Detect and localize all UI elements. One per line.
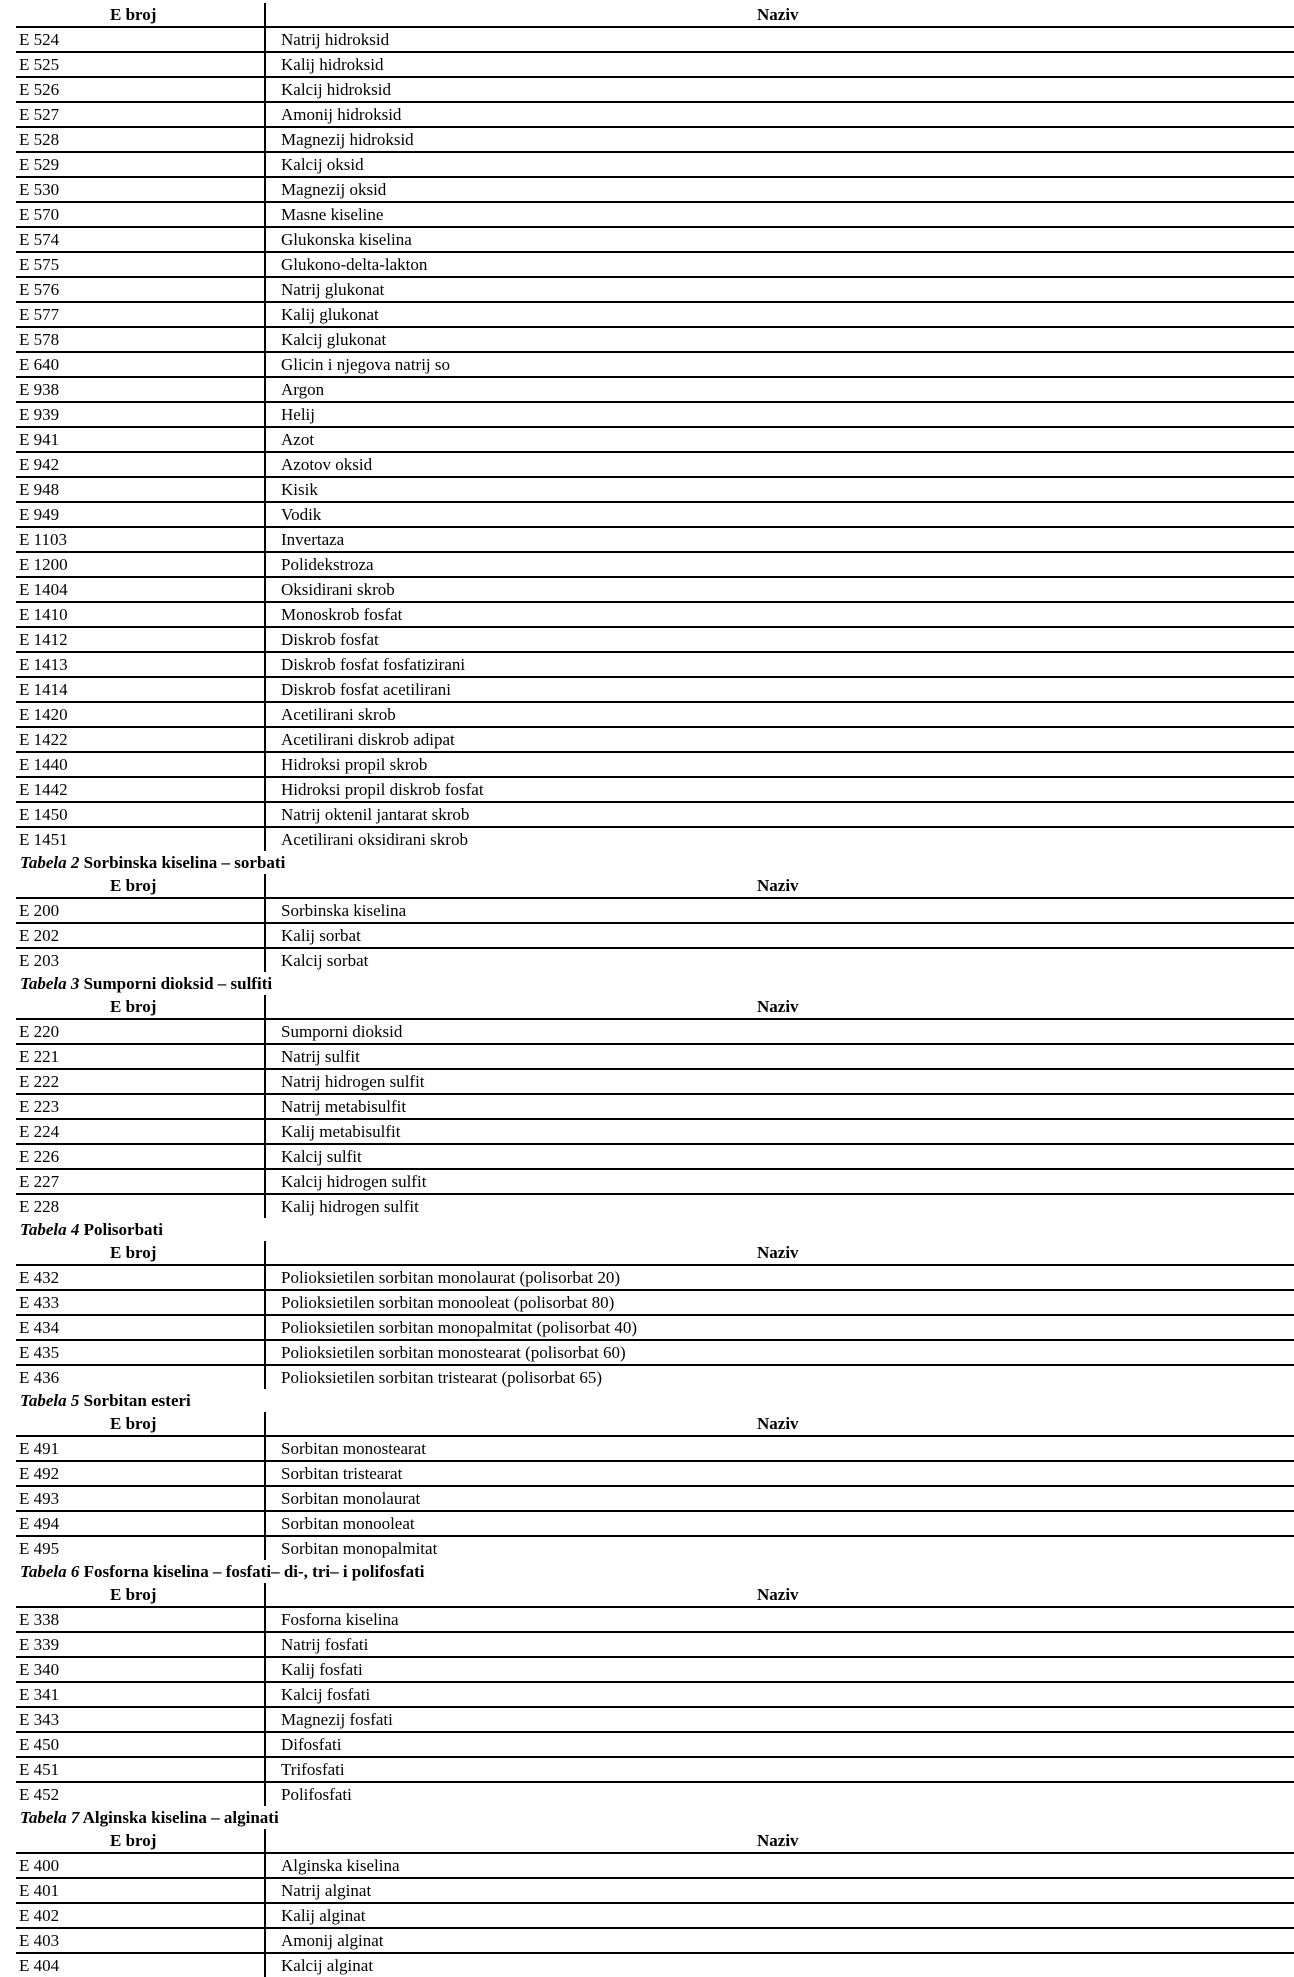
table-row — [16, 627, 1294, 652]
name-cell: Fosforna kiselina — [265, 1607, 1294, 1632]
e-number-cell: E 402 — [16, 1903, 265, 1928]
additives-table — [16, 1241, 1294, 1389]
e-number-cell: E 220 — [16, 1019, 265, 1044]
table-row — [16, 577, 1294, 602]
name-cell: Kisik — [265, 477, 1294, 502]
table-row — [16, 1461, 1294, 1486]
table-row — [16, 527, 1294, 552]
e-number-cell: E 530 — [16, 177, 265, 202]
name-cell: Glicin i njegova natrij so — [265, 352, 1294, 377]
name-cell: Masne kiseline — [265, 202, 1294, 227]
table-section — [16, 1560, 1294, 1806]
table-row — [16, 502, 1294, 527]
name-cell: Kalij alginat — [265, 1903, 1294, 1928]
table-row — [16, 352, 1294, 377]
column-header-naziv: Naziv — [265, 874, 1294, 898]
e-number-cell: E 578 — [16, 327, 265, 352]
table-header-row — [16, 995, 1294, 1019]
table-caption-title: Sorbitan esteri — [79, 1391, 191, 1410]
table-row — [16, 1511, 1294, 1536]
additives-table — [16, 995, 1294, 1218]
e-number-cell: E 1410 — [16, 602, 265, 627]
name-cell: Diskrob fosfat fosfatizirani — [265, 652, 1294, 677]
table-caption-title: Sumporni dioksid – sulfiti — [79, 974, 273, 993]
name-cell: Polioksietilen sorbitan monostearat (polisorbat 60) — [265, 1340, 1294, 1365]
table-row — [16, 1315, 1294, 1340]
table-row — [16, 427, 1294, 452]
table-row — [16, 1044, 1294, 1069]
e-number-cell: E 436 — [19, 1368, 60, 1387]
name-cell: Kalcij hidroksid — [265, 77, 1294, 102]
table-caption-label: Tabela 7 — [20, 1808, 80, 1827]
name-cell: Kalcij alginat — [265, 1953, 1294, 1977]
table-caption — [16, 1389, 1294, 1412]
name-cell: Invertaza — [265, 527, 1294, 552]
table-row — [16, 1657, 1294, 1682]
table-row — [16, 1265, 1294, 1290]
name-cell: Amonij alginat — [265, 1928, 1294, 1953]
name-cell: Acetilirani skrob — [265, 702, 1294, 727]
column-header-naziv: Naziv — [265, 3, 1294, 27]
table-row — [16, 1144, 1294, 1169]
name-cell: Kalcij glukonat — [265, 327, 1294, 352]
e-number-cell: E 1404 — [16, 577, 265, 602]
e-number-cell: E 524 — [16, 27, 265, 52]
name-cell: Kalcij oksid — [265, 152, 1294, 177]
name-cell: Magnezij oksid — [265, 177, 1294, 202]
name-cell: Natrij alginat — [265, 1878, 1294, 1903]
table-row — [16, 127, 1294, 152]
table-caption — [16, 851, 1294, 874]
table-row — [16, 1853, 1294, 1878]
e-number-cell: E 341 — [16, 1682, 265, 1707]
table-row — [16, 923, 1294, 948]
e-number-cell: E 340 — [16, 1657, 265, 1682]
e-number-cell: E 338 — [16, 1607, 265, 1632]
table-caption-title: Alginska kiselina – alginati — [79, 1808, 279, 1827]
column-header-e-broj: E broj — [16, 1583, 265, 1607]
e-number-cell: E 202 — [16, 923, 265, 948]
name-cell: Hidroksi propil diskrob fosfat — [265, 777, 1294, 802]
additives-table — [16, 3, 1294, 851]
name-cell: Natrij sulfit — [265, 1044, 1294, 1069]
name-cell: Kalcij hidrogen sulfit — [265, 1169, 1294, 1194]
name-cell: Sumporni dioksid — [265, 1019, 1294, 1044]
e-number-cell: E 1450 — [16, 802, 265, 827]
name-cell: Kalcij sulfit — [265, 1144, 1294, 1169]
name-cell: Polidekstroza — [265, 552, 1294, 577]
e-number-cell: E 1422 — [16, 727, 265, 752]
name-cell: Monoskrob fosfat — [265, 602, 1294, 627]
name-cell: Natrij hidroksid — [265, 27, 1294, 52]
name-cell: Kalcij fosfati — [265, 1682, 1294, 1707]
table-row — [16, 377, 1294, 402]
e-number-cell: E 938 — [16, 377, 265, 402]
e-number-cell: E 450 — [16, 1732, 265, 1757]
e-number-cell: E 1442 — [16, 777, 265, 802]
table-row — [16, 1340, 1294, 1365]
name-cell: Polioksietilen sorbitan monolaurat (polisorbat 20) — [265, 1265, 1294, 1290]
table-section — [16, 851, 1294, 972]
e-number-cell: E 403 — [16, 1928, 265, 1953]
e-number-cell: E 200 — [16, 898, 265, 923]
table-row — [16, 1094, 1294, 1119]
column-header-e-broj: E broj — [16, 1241, 265, 1265]
table-row — [16, 277, 1294, 302]
table-row — [16, 1365, 1294, 1389]
e-number-cell: E 1413 — [16, 652, 265, 677]
e-number-cell: E 400 — [16, 1853, 265, 1878]
table-row — [16, 948, 1294, 972]
e-number-cell: E 493 — [16, 1486, 265, 1511]
table-row — [16, 27, 1294, 52]
table-row — [16, 152, 1294, 177]
e-number-cell: E 451 — [16, 1757, 265, 1782]
e-number-cell: E 1440 — [16, 752, 265, 777]
table-row — [16, 102, 1294, 127]
table-caption — [16, 1560, 1294, 1583]
table-row — [16, 1928, 1294, 1953]
table-row — [16, 777, 1294, 802]
table-section — [16, 972, 1294, 1218]
name-cell: Kalij hidrogen sulfit — [265, 1194, 1294, 1218]
table-row — [16, 677, 1294, 702]
name-cell: Natrij metabisulfit — [265, 1094, 1294, 1119]
name-cell: Diskrob fosfat acetilirani — [265, 677, 1294, 702]
table-row — [16, 1290, 1294, 1315]
name-cell: Sorbinska kiselina — [265, 898, 1294, 923]
e-number-cell: E 452 — [19, 1785, 60, 1804]
e-number-cell: E 1412 — [16, 627, 265, 652]
e-number-cell: E 203 — [19, 951, 60, 970]
column-header-e-broj: E broj — [16, 1829, 265, 1853]
e-number-cell: E 529 — [16, 152, 265, 177]
name-cell: Natrij fosfati — [265, 1632, 1294, 1657]
table-row — [16, 552, 1294, 577]
table-section — [16, 1806, 1294, 1977]
e-number-cell: E 939 — [16, 402, 265, 427]
table-header-row — [16, 874, 1294, 898]
table-caption-title: Sorbinska kiselina – sorbati — [79, 853, 286, 872]
table-row — [16, 452, 1294, 477]
name-cell: Glukonska kiselina — [265, 227, 1294, 252]
e-number-cell: E 640 — [16, 352, 265, 377]
table-row — [16, 402, 1294, 427]
table-row — [16, 1903, 1294, 1928]
table-row — [16, 1878, 1294, 1903]
table-row — [16, 77, 1294, 102]
e-number-cell: E 432 — [16, 1265, 265, 1290]
table-header-row — [16, 1829, 1294, 1853]
name-cell: Polioksietilen sorbitan monopalmitat (polisorbat 40) — [265, 1315, 1294, 1340]
e-number-cell: E 942 — [16, 452, 265, 477]
name-cell: Polifosfati — [265, 1782, 1294, 1806]
table-row — [16, 898, 1294, 923]
e-number-cell: E 224 — [16, 1119, 265, 1144]
additives-table — [16, 1583, 1294, 1806]
e-number-cell: E 492 — [16, 1461, 265, 1486]
table-row — [16, 1607, 1294, 1632]
name-cell: Vodik — [265, 502, 1294, 527]
name-cell: Polioksietilen sorbitan tristearat (polisorbat 65) — [265, 1365, 1294, 1389]
name-cell: Kalij sorbat — [265, 923, 1294, 948]
name-cell: Glukono-delta-lakton — [265, 252, 1294, 277]
table-caption-title: Fosforna kiselina – fosfati– di-, tri– i polifosfati — [79, 1562, 425, 1581]
name-cell: Sorbitan monostearat — [265, 1436, 1294, 1461]
name-cell: Argon — [265, 377, 1294, 402]
e-number-cell: E 949 — [16, 502, 265, 527]
table-row — [16, 727, 1294, 752]
table-row — [16, 1119, 1294, 1144]
e-number-cell: E 491 — [16, 1436, 265, 1461]
column-header-e-broj: E broj — [16, 3, 265, 27]
table-row — [16, 52, 1294, 77]
table-row — [16, 1169, 1294, 1194]
e-number-cell: E 527 — [16, 102, 265, 127]
table-row — [16, 1632, 1294, 1657]
table-caption-label: Tabela 6 — [20, 1562, 80, 1581]
table-header-row — [16, 3, 1294, 27]
column-header-naziv: Naziv — [265, 1241, 1294, 1265]
name-cell: Kalcij sorbat — [265, 948, 1294, 972]
table-row — [16, 302, 1294, 327]
column-header-naziv: Naziv — [265, 1412, 1294, 1436]
column-header-naziv: Naziv — [265, 1829, 1294, 1853]
table-row — [16, 1953, 1294, 1977]
column-header-naziv: Naziv — [265, 1583, 1294, 1607]
e-number-cell: E 434 — [16, 1315, 265, 1340]
table-caption-label: Tabela 5 — [20, 1391, 80, 1410]
name-cell: Kalij metabisulfit — [265, 1119, 1294, 1144]
table-row — [16, 602, 1294, 627]
name-cell: Kalij hidroksid — [265, 52, 1294, 77]
e-number-cell: E 941 — [16, 427, 265, 452]
table-row — [16, 1757, 1294, 1782]
name-cell: Trifosfati — [265, 1757, 1294, 1782]
name-cell: Sorbitan monooleat — [265, 1511, 1294, 1536]
name-cell: Sorbitan monopalmitat — [265, 1536, 1294, 1560]
table-row — [16, 802, 1294, 827]
e-number-cell: E 221 — [16, 1044, 265, 1069]
table-caption-label: Tabela 4 — [20, 1220, 80, 1239]
table-row — [16, 327, 1294, 352]
table-row — [16, 1194, 1294, 1218]
additives-table — [16, 874, 1294, 972]
e-number-cell: E 228 — [19, 1197, 60, 1216]
name-cell: Alginska kiselina — [265, 1853, 1294, 1878]
table-row — [16, 202, 1294, 227]
column-header-naziv: Naziv — [265, 995, 1294, 1019]
name-cell: Difosfati — [265, 1732, 1294, 1757]
column-header-e-broj: E broj — [16, 874, 265, 898]
column-header-e-broj: E broj — [16, 995, 265, 1019]
table-row — [16, 1536, 1294, 1560]
e-number-cell: E 1451 — [19, 830, 68, 849]
name-cell: Magnezij hidroksid — [265, 127, 1294, 152]
table-row — [16, 1732, 1294, 1757]
name-cell: Magnezij fosfati — [265, 1707, 1294, 1732]
e-number-cell: E 222 — [16, 1069, 265, 1094]
name-cell: Natrij oktenil jantarat skrob — [265, 802, 1294, 827]
name-cell: Diskrob fosfat — [265, 627, 1294, 652]
table-header-row — [16, 1412, 1294, 1436]
table-section — [16, 3, 1294, 851]
table-row — [16, 252, 1294, 277]
e-number-cell: E 577 — [16, 302, 265, 327]
table-section — [16, 1389, 1294, 1560]
e-number-cell: E 1200 — [16, 552, 265, 577]
e-number-cell: E 223 — [16, 1094, 265, 1119]
e-number-cell: E 404 — [19, 1956, 60, 1975]
e-number-cell: E 227 — [16, 1169, 265, 1194]
e-number-cell: E 433 — [16, 1290, 265, 1315]
e-number-cell: E 1103 — [16, 527, 265, 552]
additives-table — [16, 1412, 1294, 1560]
e-number-cell: E 1420 — [16, 702, 265, 727]
e-number-cell: E 401 — [16, 1878, 265, 1903]
table-row — [16, 1682, 1294, 1707]
table-caption — [16, 972, 1294, 995]
table-header-row — [16, 1241, 1294, 1265]
table-row — [16, 827, 1294, 851]
table-caption — [16, 1806, 1294, 1829]
name-cell: Amonij hidroksid — [265, 102, 1294, 127]
e-number-cell: E 1414 — [16, 677, 265, 702]
name-cell: Natrij hidrogen sulfit — [265, 1069, 1294, 1094]
e-number-cell: E 576 — [16, 277, 265, 302]
e-number-cell: E 339 — [16, 1632, 265, 1657]
table-row — [16, 1019, 1294, 1044]
name-cell: Polioksietilen sorbitan monooleat (polisorbat 80) — [265, 1290, 1294, 1315]
table-caption-label: Tabela 2 — [20, 853, 80, 872]
name-cell: Oksidirani skrob — [265, 577, 1294, 602]
e-number-cell: E 526 — [16, 77, 265, 102]
column-header-e-broj: E broj — [16, 1412, 265, 1436]
e-number-cell: E 343 — [16, 1707, 265, 1732]
table-caption-title: Polisorbati — [79, 1220, 163, 1239]
name-cell: Sorbitan tristearat — [265, 1461, 1294, 1486]
name-cell: Helij — [265, 402, 1294, 427]
name-cell: Kalij glukonat — [265, 302, 1294, 327]
table-header-row — [16, 1583, 1294, 1607]
name-cell: Azot — [265, 427, 1294, 452]
e-number-cell: E 574 — [16, 227, 265, 252]
e-number-cell: E 495 — [19, 1539, 60, 1558]
table-row — [16, 1782, 1294, 1806]
table-row — [16, 1069, 1294, 1094]
name-cell: Sorbitan monolaurat — [265, 1486, 1294, 1511]
e-number-cell: E 528 — [16, 127, 265, 152]
e-number-cell: E 948 — [16, 477, 265, 502]
name-cell: Acetilirani diskrob adipat — [265, 727, 1294, 752]
e-number-cell: E 575 — [16, 252, 265, 277]
additives-table — [16, 1829, 1294, 1977]
e-number-cell: E 226 — [16, 1144, 265, 1169]
name-cell: Hidroksi propil skrob — [265, 752, 1294, 777]
table-caption — [16, 1218, 1294, 1241]
table-row — [16, 227, 1294, 252]
e-number-cell: E 435 — [16, 1340, 265, 1365]
table-row — [16, 177, 1294, 202]
table-caption-label: Tabela 3 — [20, 974, 80, 993]
name-cell: Natrij glukonat — [265, 277, 1294, 302]
name-cell: Acetilirani oksidirani skrob — [265, 827, 1294, 851]
name-cell: Kalij fosfati — [265, 1657, 1294, 1682]
table-row — [16, 477, 1294, 502]
e-number-cell: E 494 — [16, 1511, 265, 1536]
e-number-cell: E 570 — [16, 202, 265, 227]
table-row — [16, 652, 1294, 677]
table-row — [16, 1486, 1294, 1511]
name-cell: Azotov oksid — [265, 452, 1294, 477]
table-row — [16, 752, 1294, 777]
table-section — [16, 1218, 1294, 1389]
table-row — [16, 702, 1294, 727]
table-row — [16, 1707, 1294, 1732]
e-number-cell: E 525 — [16, 52, 265, 77]
table-row — [16, 1436, 1294, 1461]
